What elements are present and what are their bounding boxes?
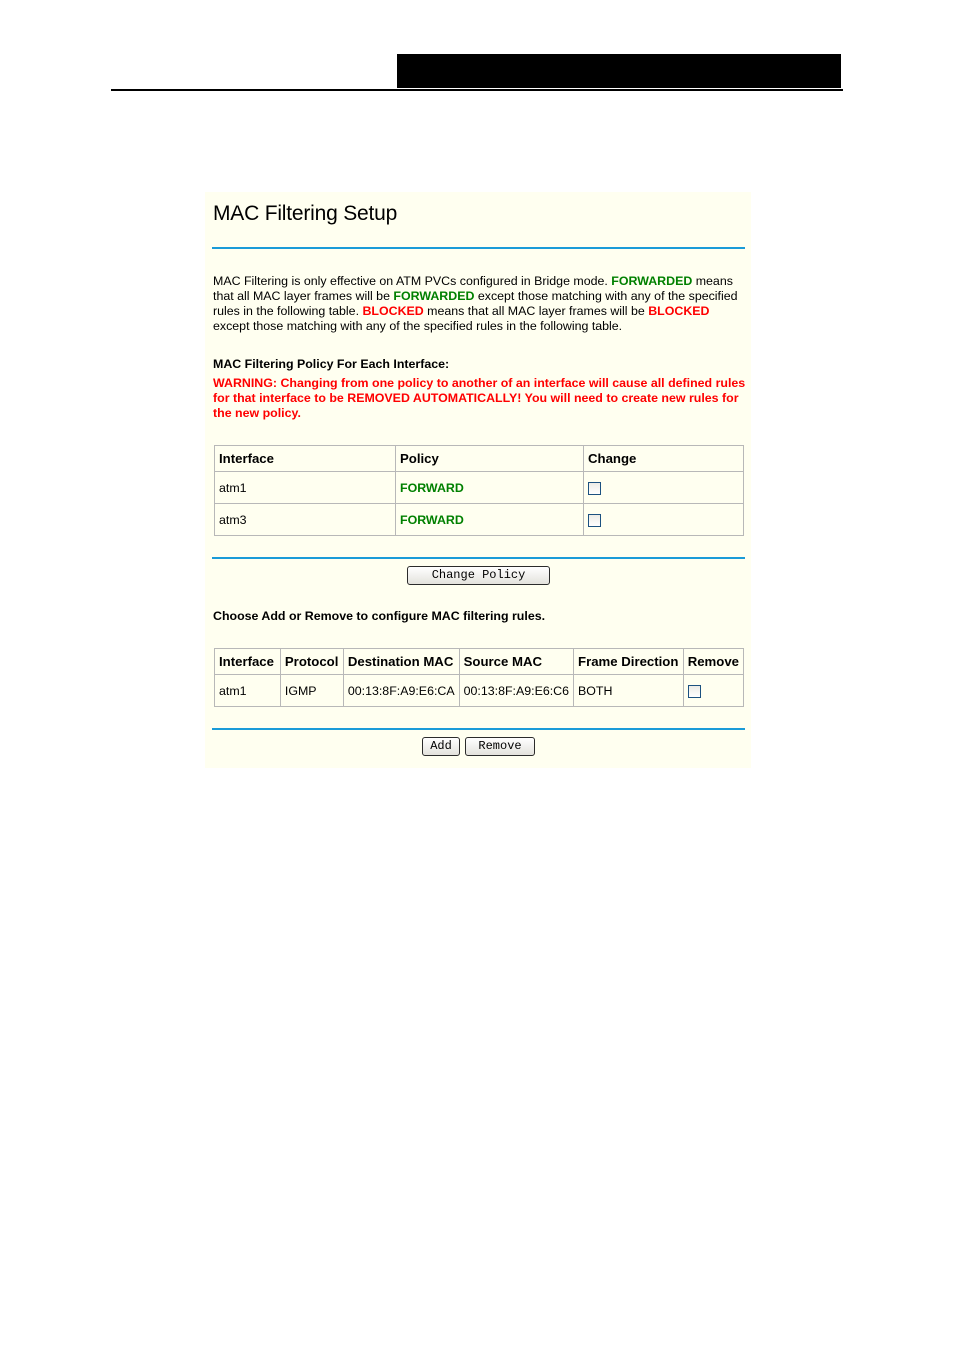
col-header-frame-direction: Frame Direction [574,649,684,675]
policy-table-header-row [215,446,744,472]
cell-destination-mac: 00:13:8F:A9:E6:CA [343,675,459,707]
description-part-2: means that all MAC layer frames will be [213,274,733,303]
cell-change [584,472,744,504]
document-header-bar [397,54,841,88]
document-header-rule [111,89,843,91]
cell-protocol: IGMP [280,675,343,707]
rules-table [214,648,744,707]
col-header-source-mac: Source MAC [459,649,573,675]
rules-heading: Choose Add or Remove to configure MAC filtering rules. [213,609,546,623]
change-policy-button[interactable]: Change Policy [407,566,550,585]
add-button[interactable]: Add [422,737,460,756]
col-header-interface: Interface [215,649,281,675]
remove-button[interactable]: Remove [465,737,535,756]
divider-bottom [212,728,745,730]
page-title: MAC Filtering Setup [213,202,398,225]
cell-change [584,504,744,536]
policy-heading: MAC Filtering Policy For Each Interface: [213,357,450,371]
col-header-change: Change [584,446,744,472]
col-header-protocol: Protocol [280,649,343,675]
policy-table [214,445,744,536]
checkbox-icon[interactable] [588,514,601,527]
cell-interface: atm1 [215,472,396,504]
description-part-4: means that all MAC layer frames will be [423,304,649,318]
checkbox-icon[interactable] [688,685,701,698]
cell-frame-direction: BOTH [574,675,684,707]
col-header-policy: Policy [396,446,584,472]
table-row [215,675,744,707]
cell-source-mac: 00:13:8F:A9:E6:C6 [459,675,573,707]
description-part-3: except those matching with any of the specified rules in the following table. [213,289,738,318]
table-row [215,504,744,536]
description-part-1: MAC Filtering is only effective on ATM PVCs configured in Bridge mode. [213,274,612,288]
cell-interface: atm3 [215,504,396,536]
col-header-destination-mac: Destination MAC [343,649,459,675]
mac-filtering-panel [205,192,751,768]
forwarded-keyword: FORWARDED [393,289,475,303]
col-header-remove: Remove [683,649,743,675]
blocked-keyword: BLOCKED [648,304,710,318]
divider-middle [212,557,745,559]
policy-warning: WARNING: Changing from one policy to another of an interface will cause all defined rules for that interface to be REMOVED AUTOMATICALLY! You will need to create new rules for the new policy. [213,376,746,420]
cell-interface: atm1 [215,675,281,707]
blocked-keyword: BLOCKED [362,304,424,318]
checkbox-icon[interactable] [588,482,601,495]
col-header-interface: Interface [215,446,396,472]
cell-policy: FORWARD [396,472,584,504]
cell-remove [683,675,743,707]
cell-policy: FORWARD [396,504,584,536]
divider-top [212,247,745,249]
table-row [215,472,744,504]
description-text [213,274,747,334]
description-part-5: except those matching with any of the specified rules in the following table. [213,319,623,333]
rules-table-header-row [215,649,744,675]
forwarded-keyword: FORWARDED [611,274,693,288]
